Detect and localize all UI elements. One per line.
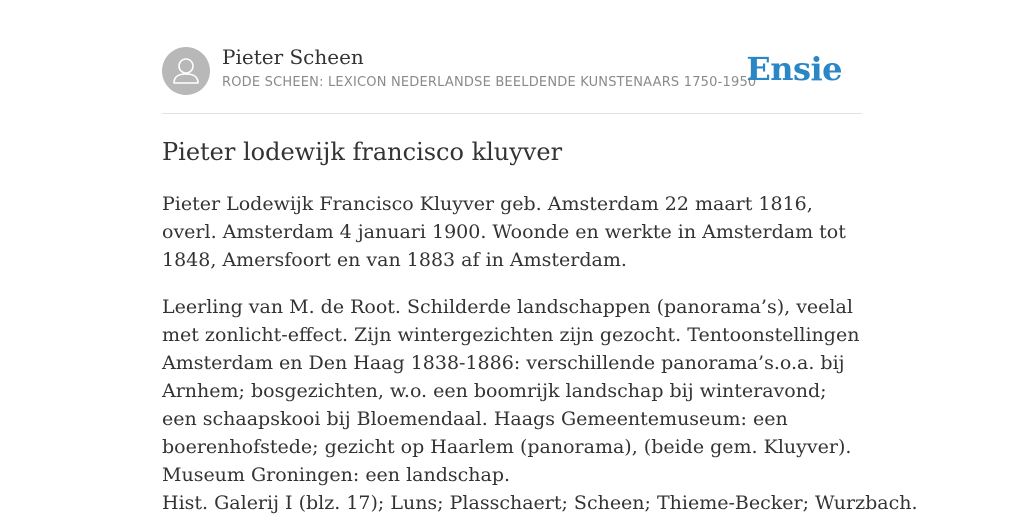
article-paragraph: Leerling van M. de Root. Schilderde landschappen (panorama’s), veelal met zonlicht-effect. Zijn wintergezichten zijn gezocht. Tentoonstellingen Amsterdam en Den Haag 1838-1886: verschillende panorama’s.o.a. bij Arnhem; bosgezichten, w.o. een boomrijk landschap bij winteravond; een schaapskooi bij Bloemendaal. Haags Gemeentemuseum: een boerenhofstede; gezicht op Haarlem (panorama), (beide gem. Kluyver). Museum Groningen: een landschap. (162, 296, 860, 486)
author-name[interactable]: Pieter Scheen (222, 45, 364, 69)
author-avatar[interactable] (162, 47, 210, 95)
source-title[interactable]: RODE SCHEEN: LEXICON NEDERLANDSE BEELDENDE KUNSTENAARS 1750-1950 (222, 75, 757, 90)
user-silhouette-icon (162, 47, 210, 95)
article-references: Hist. Galerij I (blz. 17); Luns; Plasschaert; Scheen; Thieme-Becker; Wurzbach. (162, 492, 918, 514)
ensie-logo[interactable]: Ensie (746, 50, 842, 88)
article-title: Pieter lodewijk francisco kluyver (162, 138, 563, 166)
article-header (162, 0, 862, 114)
page-content (162, 0, 918, 514)
article-paragraph: Pieter Lodewijk Francisco Kluyver geb. Amsterdam 22 maart 1816, overl. Amsterdam 4 januari 1900. Woonde en werkte in Amsterdam tot 1848, Amersfoort en van 1883 af in Amsterdam. (162, 193, 846, 271)
